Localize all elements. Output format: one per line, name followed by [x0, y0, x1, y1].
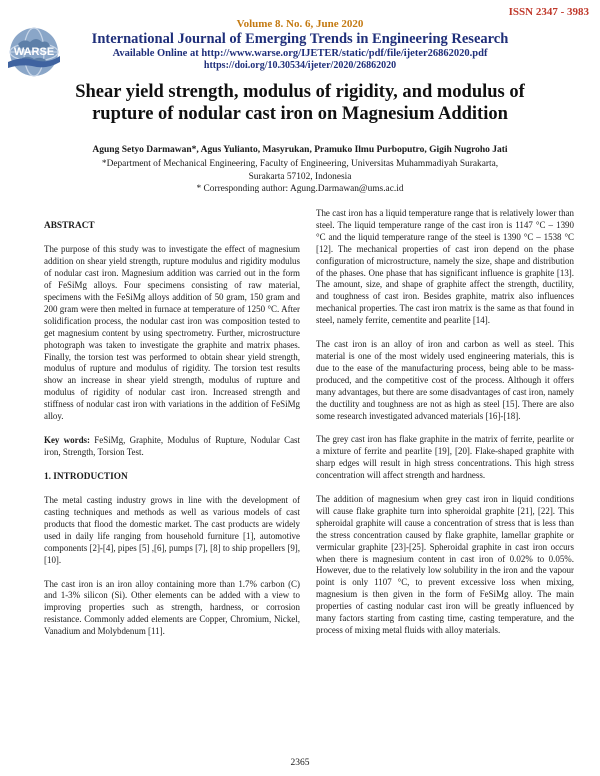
journal-name: International Journal of Emerging Trends in Engineering Research — [91, 30, 509, 47]
volume-info: Volume 8. No. 6, June 2020 — [236, 18, 364, 30]
affiliation-line: Surakarta 57102, Indonesia — [248, 171, 352, 182]
warse-logo — [2, 22, 66, 86]
paragraph: The cast iron has a liquid temperature range that is relatively lower than steel. The liquid temperature range of the cast iron is 1147 °C – 1390 °C and the liquid temperature range of the steel is 1390 °C – 1538 °C [12]. The mechanical properties of cast iron depend on the phase configuration of microstructure, namely the size, shape and distribution of the phases. One phase that has significant influence is graphite [13]. The amount, size, and shape of graphite affect the strength, ductility, and toughness of cast iron. Besides graphite, matrix also influences mechanical properties. The cast iron matrix is the same as that found in steel, namely ferrite, cementite and pearlite [14]. — [316, 208, 574, 326]
abstract-heading: ABSTRACT — [44, 221, 95, 231]
doi-link[interactable]: https://doi.org/10.30534/ijeter/2020/26862020 — [203, 60, 397, 72]
paper-title — [30, 82, 570, 126]
affiliation-line: *Department of Mechanical Engineering, Faculty of Engineering, Universitas Muhammadiyah Surakarta, — [101, 159, 499, 169]
keywords — [44, 435, 300, 459]
right-column — [316, 208, 574, 649]
available-online-link[interactable]: Available Online at http://www.warse.org/IJETER/static/pdf/file/ijeter26862020.pdf — [112, 48, 488, 60]
abstract-text: The purpose of this study was to investigate the effect of magnesium addition on shear yield strength, rupture modulus and rigidity modulus of nodular cast iron. Magnesium addition was carried out in the form of FeSiMg alloys. Four specimens consisting of raw material, specimens with the FeSiMg alloys addition of 50 gram, 150 gram and 200 gram were then melted in furnace at temperature of 1250 °C. After solidification process, the nodular cast iron was composition tested to get magnesium content by using spectrometry. Further, microstructure photograph was taken to investigate the graphite and matrix phases. Finally, the torsion test was performed to obtain shear yield strength, modulus of rupture and modulus of rigidity. The torsion test results show an increase in shear yield strength, modulus of rupture and modulus of rigidity of nodular cast iron. Increased strength and stiffness of nodular cast iron with variations in the addition of FeSiMg alloy. — [44, 244, 300, 422]
page-number: 2365 — [290, 758, 310, 768]
author-list: Agung Setyo Darmawan*, Agus Yulianto, Masyrukan, Pramuko Ilmu Purboputro, Gigih Nugroho Jati — [92, 145, 508, 155]
left-column — [44, 210, 300, 650]
svg-text:WARSE: WARSE — [13, 46, 55, 58]
paragraph: The grey cast iron has flake graphite in the matrix of ferrite, pearlite or a mixture of ferrite and pearlite [19], [20]. Flake-shaped graphite with sharp edges will result in high stress concentrations. This high stress concentration will affect strength and hardness. — [316, 434, 574, 481]
corresponding-author: * Corresponding author: Agung.Darmawan@ums.ac.id — [196, 184, 404, 195]
journal-header — [60, 18, 540, 72]
introduction-heading: 1. INTRODUCTION — [44, 471, 128, 482]
keywords-label: Key words: — [44, 434, 90, 445]
paragraph: The addition of magnesium when grey cast iron in liquid conditions will cause flake graphite turn into spheroidal graphite [21], [22]. This spheroidal graphite will cause a concentration of stress that is less than the stress concentration caused by flake graphite, lamellar graphite or vermicular graphite [23]-[25]. Spheroidal graphite in cast iron occurs when there is magnesium content in cast iron of 0.02% to 0.05%. However, due to the relatively low solubility in the iron and the vapour point is only 1107 °C, to prevent excessive loss when mixing, magnesium is then given in the form of FeSiMg alloy. The main properties of casting nodular cast iron will be greatly influenced by many factors starting from casting time, casting temperature, and the process of mixing metal fluids with alloy materials. — [316, 494, 574, 635]
paragraph: The cast iron is an iron alloy containing more than 1.7% carbon (C) and 1-3% silicon (Si). Other elements can be added with a view to improving properties such as strength, hardness, or corrosion resistance. Commonly added elements are Copper, Chromium, Nickel, Vanadium and Molybdenum [11]. — [44, 578, 300, 637]
paragraph: The cast iron is an alloy of iron and carbon as well as steel. This material is one of the most widely used engineering materials, this is due to the ease of the manufacturing process, being able to be mass-produced, and the competitive cost of the process. Although it offers many advantages, but there are some disadvantages of cast iron, namely the ductility and toughness are not as high as steel [15]. There are also some research investigated advanced materials [16]-[18]. — [316, 339, 574, 421]
issn-label: ISSN 2347 - 3983 — [508, 6, 589, 18]
title-line-2: rupture of nodular cast iron on Magnesium Addition — [92, 103, 508, 124]
affiliation — [20, 158, 580, 196]
title-line-1: Shear yield strength, modulus of rigidity, and modulus of — [75, 82, 525, 102]
keywords-text: FeSiMg, Graphite, Modulus of Rupture, Nodular Cast iron, Strength, Torsion Test. — [44, 434, 300, 457]
globe-logo-icon — [2, 22, 66, 86]
paragraph: The metal casting industry grows in line with the development of casting techniques and methods as well as various models of cast products that flood the domestic market. The cast products are widely used in daily life ranging from household furniture [1], automotive components [2]-[4], pipes [5] ,[6], pumps [7], [8] to ship propellers [9], [10]. — [44, 495, 300, 565]
